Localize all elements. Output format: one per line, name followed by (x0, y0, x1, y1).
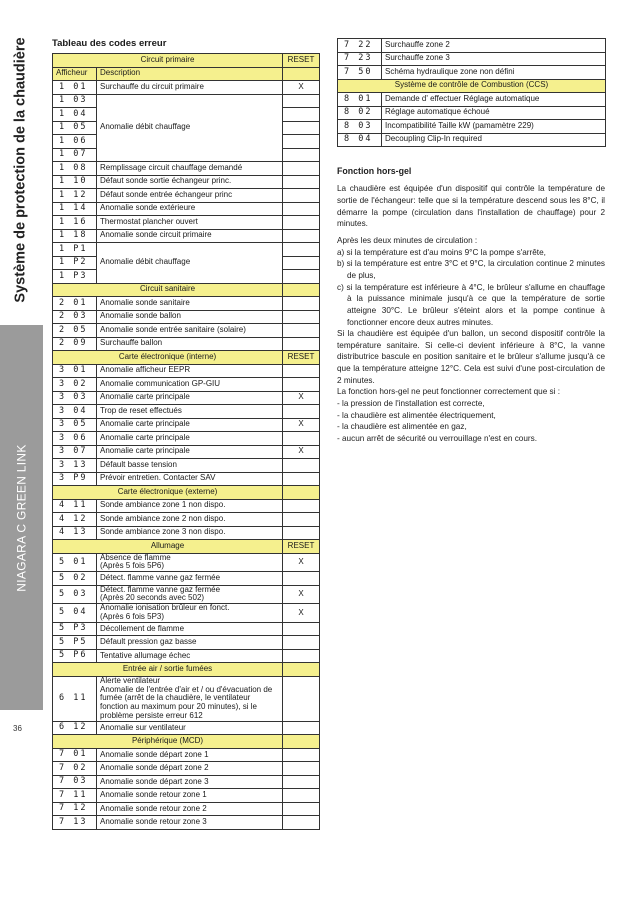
reset-mark (283, 802, 320, 816)
error-code: 6 11 (53, 676, 97, 721)
column-header-row (53, 67, 320, 81)
error-codes-table (52, 53, 320, 830)
error-code: 3 01 (53, 364, 97, 378)
section-header-row (53, 663, 320, 677)
error-code: 2 01 (53, 297, 97, 311)
error-codes-table-continued (337, 38, 606, 147)
reset-mark (283, 513, 320, 527)
error-description: Remplissage circuit chauffage demandé (97, 162, 283, 176)
error-code: 8 04 (338, 133, 382, 147)
error-code: 7 50 (338, 66, 382, 80)
error-description: Sonde ambiance zone 1 non dispo. (97, 499, 283, 513)
list-item: - la chaudière est alimentée en gaz, (337, 422, 467, 432)
reset-mark (283, 405, 320, 419)
error-code: 5 01 (53, 553, 97, 572)
side-band (0, 325, 43, 710)
reset-mark (283, 721, 320, 735)
side-band-text: NIAGARA C GREEN LINK (14, 443, 29, 592)
reset-mark (283, 636, 320, 650)
reset-mark (283, 324, 320, 338)
section-title: Entrée air / sortie fumées (53, 663, 283, 677)
table-row (338, 52, 606, 66)
table-row (53, 762, 320, 776)
reset-mark (283, 189, 320, 203)
table-row (53, 378, 320, 392)
error-description: Défault basse tension (97, 459, 283, 473)
error-code: 8 02 (338, 106, 382, 120)
error-code: 5 02 (53, 572, 97, 586)
table-row (53, 337, 320, 351)
antifreeze-section (337, 165, 605, 445)
table-row (53, 775, 320, 789)
table-row (53, 81, 320, 95)
error-code: 3 P9 (53, 472, 97, 486)
error-description: Défaut sonde entrée échangeur princ (97, 189, 283, 203)
table-row (53, 622, 320, 636)
table-row (338, 106, 606, 120)
section-header-row (53, 283, 320, 297)
error-code: 8 01 (338, 93, 382, 107)
error-description: Trop de reset effectués (97, 405, 283, 419)
error-description: Détect. flamme vanne gaz fermée (Après 20 seconds avec 502) (97, 585, 283, 604)
reset-mark (283, 337, 320, 351)
error-code: 3 04 (53, 405, 97, 419)
error-description: Schéma hydraulique zone non défini (382, 66, 606, 80)
reset-mark (283, 649, 320, 663)
table-row (53, 94, 320, 108)
table-row (53, 391, 320, 405)
reset-mark (283, 216, 320, 230)
error-code: 1 04 (53, 108, 97, 122)
reset-mark (283, 816, 320, 830)
error-code: 1 12 (53, 189, 97, 203)
error-description: Surchauffe zone 3 (382, 52, 606, 66)
error-code: 1 16 (53, 216, 97, 230)
error-description: Anomalie sonde départ zone 1 (97, 748, 283, 762)
list-item: - la chaudière est alimentée électriquement, (337, 410, 496, 420)
reset-header: RESET (283, 351, 320, 365)
list-item: b) si la température est entre 3°C et 9°C, la circulation continue 2 minutes de plus, (337, 259, 605, 280)
list-item: - la pression de l'installation est correcte, (337, 399, 485, 409)
section-heading: Fonction hors-gel (337, 166, 412, 176)
reset-mark: X (283, 585, 320, 604)
error-code: 5 P3 (53, 622, 97, 636)
column-header-reset (283, 67, 320, 81)
reset-mark (283, 256, 320, 270)
reset-mark (283, 148, 320, 162)
error-description: Décollement de flamme (97, 622, 283, 636)
table-row (53, 721, 320, 735)
reset-mark (283, 108, 320, 122)
error-code: 1 14 (53, 202, 97, 216)
error-description: Anomalie carte principale (97, 391, 283, 405)
reset-mark (283, 499, 320, 513)
error-description: Surchauffe ballon (97, 337, 283, 351)
table-row (53, 499, 320, 513)
error-code: 1 06 (53, 135, 97, 149)
reset-header: RESET (283, 540, 320, 554)
error-code: 4 12 (53, 513, 97, 527)
error-description: Anomalie carte principale (97, 432, 283, 446)
error-description: Thermostat plancher ouvert (97, 216, 283, 230)
error-description: Anomalie sonde retour zone 3 (97, 816, 283, 830)
table-row (53, 816, 320, 830)
side-title (6, 30, 36, 310)
table-row (53, 310, 320, 324)
section-header-row (53, 735, 320, 749)
error-code: 1 01 (53, 81, 97, 95)
error-code: 6 12 (53, 721, 97, 735)
error-description: Absence de flamme (Après 5 fois 5P6) (97, 553, 283, 572)
table-row (53, 175, 320, 189)
error-description: Decoupling Clip-In required (382, 133, 606, 147)
reset-mark (283, 243, 320, 257)
error-code: 8 03 (338, 120, 382, 134)
error-description: Réglage automatique échoué (382, 106, 606, 120)
table-row (53, 676, 320, 721)
error-code: 1 P2 (53, 256, 97, 270)
table-row (338, 120, 606, 134)
error-code: 1 08 (53, 162, 97, 176)
paragraph: Si la chaudière est équipée d'un ballon, un second dispositif contrôle la température sanitaire. Si celle-ci devient inférieure à 8°C, la vanne distributrice bascule en position sanitaire et le brûleur s'allume jusqu'à ce que la température atteigne 12°C. Cela est suivi d'une post-circulation de 2 minutes. (337, 329, 605, 385)
error-code: 2 03 (53, 310, 97, 324)
table-row (53, 526, 320, 540)
reset-mark: X (283, 553, 320, 572)
error-code: 5 P6 (53, 649, 97, 663)
table-row (53, 216, 320, 230)
section-title: Allumage (53, 540, 283, 554)
error-description: Défault pression gaz basse (97, 636, 283, 650)
reset-mark (283, 789, 320, 803)
table-row (338, 93, 606, 107)
reset-mark (283, 364, 320, 378)
page-number: 36 (13, 724, 22, 733)
reset-mark (283, 121, 320, 135)
error-description: Alerte ventilateur Anomalie de l'entrée d'air et / ou d'évacuation de fumée (arrêt de la chaudière, le ventilateur fonction au maximum pour 20 minutes), si le problème persiste erreur 612 (97, 676, 283, 721)
error-code: 1 P1 (53, 243, 97, 257)
reset-mark (283, 432, 320, 446)
reset-mark: X (283, 604, 320, 623)
table-row (53, 405, 320, 419)
reset-mark (283, 775, 320, 789)
error-code: 7 01 (53, 748, 97, 762)
reset-mark (283, 378, 320, 392)
reset-mark (283, 310, 320, 324)
error-code: 7 23 (338, 52, 382, 66)
table-row (338, 39, 606, 53)
error-description: Surchauffe zone 2 (382, 39, 606, 53)
column-header-description: Description (97, 67, 283, 81)
error-description: Anomalie sonde circuit primaire (97, 229, 283, 243)
reset-mark: X (283, 391, 320, 405)
table-row (53, 202, 320, 216)
section-title: Carte électronique (externe) (53, 486, 283, 500)
error-description: Anomalie sonde extérieure (97, 202, 283, 216)
reset-mark (283, 748, 320, 762)
reset-mark (283, 270, 320, 284)
error-code: 7 02 (53, 762, 97, 776)
error-description: Prévoir entretien. Contacter SAV (97, 472, 283, 486)
section-header-row (338, 79, 606, 93)
list-item: a) si la température est d'au moins 9°C la pompe s'arrête, (337, 247, 546, 257)
paragraph: La chaudière est équipée d'un dispositif qui contrôle la température de sortie de l'échangeur: telle que si la température descend sous les 8°C, il démarre la pompe (circulation dans l'installation de chauffage) pour 2 minutes. (337, 184, 605, 229)
table-row (53, 162, 320, 176)
reset-mark (283, 94, 320, 108)
reset-mark (283, 472, 320, 486)
error-description: Anomalie débit chauffage (97, 243, 283, 284)
error-description: Surchauffe du circuit primaire (97, 81, 283, 95)
error-code: 3 02 (53, 378, 97, 392)
reset-mark (283, 762, 320, 776)
error-description: Anomalie sonde retour zone 1 (97, 789, 283, 803)
reset-mark (283, 297, 320, 311)
reset-mark (283, 459, 320, 473)
error-code: 2 05 (53, 324, 97, 338)
error-description: Sonde ambiance zone 3 non dispo. (97, 526, 283, 540)
reset-mark (283, 229, 320, 243)
error-description: Anomalie sonde entrée sanitaire (solaire) (97, 324, 283, 338)
table-row (53, 472, 320, 486)
error-code: 1 03 (53, 94, 97, 108)
section-title: Circuit sanitaire (53, 283, 283, 297)
section-title: Circuit primaire (53, 54, 283, 68)
table-title: Tableau des codes erreur (52, 38, 167, 49)
reset-mark (283, 676, 320, 721)
error-description: Demande d' effectuer Réglage automatique (382, 93, 606, 107)
error-code: 1 10 (53, 175, 97, 189)
error-description: Anomalie sur ventilateur (97, 721, 283, 735)
error-code: 3 13 (53, 459, 97, 473)
list-item: - aucun arrêt de sécurité ou verrouillage n'est en cours. (337, 433, 537, 443)
error-description: Anomalie communication GP-GIU (97, 378, 283, 392)
error-description: Défaut sonde sortie échangeur princ. (97, 175, 283, 189)
reset-header (283, 486, 320, 500)
reset-mark (283, 175, 320, 189)
reset-mark: X (283, 445, 320, 459)
error-description: Anomalie carte principale (97, 418, 283, 432)
table-row (53, 432, 320, 446)
reset-mark: X (283, 418, 320, 432)
error-description: Anomalie ionisation brûleur en fonct. (Après 6 fois 5P3) (97, 604, 283, 623)
table-row (338, 133, 606, 147)
error-code: 1 05 (53, 121, 97, 135)
table-row (53, 585, 320, 604)
reset-mark (283, 622, 320, 636)
table-row (53, 802, 320, 816)
error-code: 2 09 (53, 337, 97, 351)
error-code: 7 03 (53, 775, 97, 789)
reset-mark (283, 162, 320, 176)
table-row (53, 572, 320, 586)
section-header-row (53, 351, 320, 365)
error-code: 3 07 (53, 445, 97, 459)
error-code: 3 05 (53, 418, 97, 432)
table-row (53, 636, 320, 650)
table-row (53, 553, 320, 572)
reset-mark (283, 526, 320, 540)
side-title-text: Système de protection de la chaudière (13, 37, 29, 303)
table-row (53, 364, 320, 378)
section-header-row (53, 54, 320, 68)
error-description: Sonde ambiance zone 2 non dispo. (97, 513, 283, 527)
error-code: 7 11 (53, 789, 97, 803)
table-row (338, 66, 606, 80)
section-header-row (53, 486, 320, 500)
table-row (53, 297, 320, 311)
paragraph: La fonction hors-gel ne peut fonctionner correctement que si : (337, 387, 561, 397)
table-row (53, 243, 320, 257)
error-description: Anomalie sonde retour zone 2 (97, 802, 283, 816)
table-row (53, 513, 320, 527)
error-code: 7 13 (53, 816, 97, 830)
error-description: Anomalie débit chauffage (97, 94, 283, 162)
error-code: 1 P3 (53, 270, 97, 284)
reset-mark (283, 572, 320, 586)
section-title: Carte électronique (interne) (53, 351, 283, 365)
table-row (53, 189, 320, 203)
error-code: 3 06 (53, 432, 97, 446)
reset-header (283, 283, 320, 297)
error-code: 1 07 (53, 148, 97, 162)
error-description: Anomalie sonde sanitaire (97, 297, 283, 311)
reset-mark: X (283, 81, 320, 95)
section-title: Système de contrôle de Combustion (CCS) (338, 79, 606, 93)
table-row (53, 789, 320, 803)
table-row (53, 324, 320, 338)
table-row (53, 418, 320, 432)
error-code: 5 04 (53, 604, 97, 623)
error-description: Anomalie sonde départ zone 2 (97, 762, 283, 776)
error-description: Anomalie sonde ballon (97, 310, 283, 324)
error-code: 3 03 (53, 391, 97, 405)
error-description: Anomalie afficheur EEPR (97, 364, 283, 378)
table-row (53, 748, 320, 762)
table-row (53, 604, 320, 623)
error-description: Anomalie carte principale (97, 445, 283, 459)
error-code: 1 18 (53, 229, 97, 243)
error-description: Tentative allumage échec (97, 649, 283, 663)
error-code: 5 03 (53, 585, 97, 604)
column-header-code: Afficheur (53, 67, 97, 81)
error-code: 7 22 (338, 39, 382, 53)
error-code: 7 12 (53, 802, 97, 816)
reset-header: RESET (283, 54, 320, 68)
error-code: 5 P5 (53, 636, 97, 650)
paragraph: Après les deux minutes de circulation : (337, 236, 478, 246)
reset-mark (283, 202, 320, 216)
error-description: Anomalie sonde départ zone 3 (97, 775, 283, 789)
error-description: Incompatibilité Taille kW (pamamètre 229) (382, 120, 606, 134)
error-code: 4 13 (53, 526, 97, 540)
section-header-row (53, 540, 320, 554)
section-title: Périphérique (MCD) (53, 735, 283, 749)
reset-header (283, 735, 320, 749)
reset-header (283, 663, 320, 677)
list-item: c) si la température est inférieure à 4°C, le brûleur s'allume en chauffage à la puissance minimale jusqu'à ce que la température de sortie atteigne 30°C. Le brûleur s'éteint alors et la pompe continue à fonctionner encore deux autres minutes. (337, 282, 605, 327)
table-row (53, 459, 320, 473)
table-row (53, 445, 320, 459)
error-description: Détect. flamme vanne gaz fermée (97, 572, 283, 586)
error-code: 4 11 (53, 499, 97, 513)
reset-mark (283, 135, 320, 149)
table-row (53, 229, 320, 243)
table-row (53, 649, 320, 663)
